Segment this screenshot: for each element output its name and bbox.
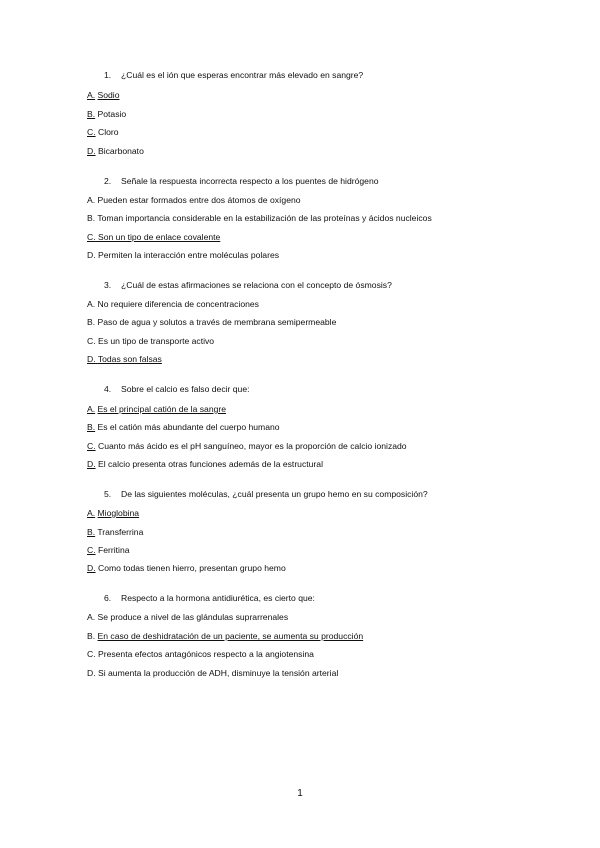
option-letter: D. [87, 354, 96, 364]
option-letter: C. [87, 336, 96, 346]
question-text: Respecto a la hormona antidiurética, es cierto que: [121, 593, 315, 603]
option-text: Presenta efectos antagónicos respecto a la angiotensina [97, 649, 314, 659]
option-text: Paso de agua y solutos a través de membrana semipermeable [97, 317, 337, 327]
question-5 [104, 489, 428, 499]
page-number: 1 [297, 788, 303, 799]
q5-option-b [87, 527, 143, 537]
q6-option-c [87, 649, 314, 659]
option-text: Pueden estar formados entre dos átomos de oxígeno [97, 195, 301, 205]
q1-option-a [87, 90, 120, 100]
option-text: Ferritina [97, 545, 130, 555]
q6-option-b [87, 631, 363, 641]
option-letter: C. [87, 441, 96, 451]
option-text: En caso de deshidratación de un paciente, se aumenta su producción [97, 631, 364, 641]
option-letter: C. [87, 127, 96, 137]
option-text: Es el principal catión de la sangre [97, 404, 227, 414]
q3-option-d [87, 354, 162, 364]
question-text: Señale la respuesta incorrecta respecto a los puentes de hidrógeno [121, 176, 379, 186]
option-letter: C. [87, 649, 96, 659]
option-text: No requiere diferencia de concentraciones [97, 299, 259, 309]
q3-option-a [87, 299, 259, 309]
question-4 [104, 384, 250, 394]
option-letter: B. [87, 422, 96, 432]
question-number: 3. [104, 280, 112, 290]
q1-option-c [87, 127, 119, 137]
option-letter: C. [87, 232, 96, 242]
q5-option-d [87, 563, 286, 573]
q5-option-a [87, 508, 139, 518]
option-text: Sodio [97, 90, 120, 100]
option-letter: D. [87, 668, 96, 678]
option-letter: B. [87, 317, 96, 327]
option-text: Si aumenta la producción de ADH, disminuye la tensión arterial [97, 668, 339, 678]
question-text: De las siguientes moléculas, ¿cuál presenta un grupo hemo en su composición? [121, 489, 428, 499]
option-letter: B. [87, 213, 96, 223]
question-3 [104, 280, 392, 290]
option-letter: A. [87, 612, 96, 622]
option-letter: D. [87, 250, 96, 260]
q1-option-d [87, 146, 144, 156]
option-text: Es el catión más abundante del cuerpo humano [97, 422, 280, 432]
option-text: Potasio [97, 109, 127, 119]
q4-option-c [87, 441, 407, 451]
option-letter: D. [87, 563, 96, 573]
question-number: 1. [104, 70, 112, 80]
option-letter: C. [87, 545, 96, 555]
q4-option-d [87, 459, 323, 469]
q2-option-a [87, 195, 301, 205]
q2-option-c [87, 232, 220, 242]
option-text: Bicarbonato [97, 146, 144, 156]
option-text: Transferrina [97, 527, 144, 537]
option-text: Mioglobina [97, 508, 140, 518]
q5-option-c [87, 545, 130, 555]
option-text: Como todas tienen hierro, presentan grupo hemo [97, 563, 286, 573]
option-letter: B. [87, 631, 96, 641]
option-letter: B. [87, 109, 96, 119]
q4-option-b [87, 422, 280, 432]
option-text: Es un tipo de transporte activo [97, 336, 215, 346]
option-text: Toman importancia considerable en la estabilización de las proteínas y ácidos nucleicos [97, 213, 432, 223]
question-number: 6. [104, 593, 112, 603]
q3-option-b [87, 317, 336, 327]
q2-option-b [87, 213, 432, 223]
option-text: Todas son falsas [97, 354, 162, 364]
question-text: ¿Cuál de estas afirmaciones se relaciona con el concepto de ósmosis? [121, 280, 392, 290]
option-letter: A. [87, 195, 96, 205]
option-text: Cloro [97, 127, 119, 137]
option-letter: A. [87, 508, 96, 518]
question-number: 5. [104, 489, 112, 499]
option-text: Cuanto más ácido es el pH sanguíneo, mayor es la proporción de calcio ionizado [97, 441, 407, 451]
option-text: Son un tipo de enlace covalente [97, 232, 221, 242]
q6-option-d [87, 668, 338, 678]
question-6 [104, 593, 315, 603]
question-2 [104, 176, 379, 186]
option-text: Permiten la interacción entre moléculas polares [97, 250, 280, 260]
option-letter: D. [87, 146, 96, 156]
option-letter: A. [87, 299, 96, 309]
option-letter: A. [87, 404, 96, 414]
question-text: Sobre el calcio es falso decir que: [121, 384, 250, 394]
option-letter: A. [87, 90, 96, 100]
q4-option-a [87, 404, 226, 414]
option-text: El calcio presenta otras funciones además de la estructural [97, 459, 323, 469]
q3-option-c [87, 336, 214, 346]
question-number: 4. [104, 384, 112, 394]
question-number: 2. [104, 176, 112, 186]
option-letter: D. [87, 459, 96, 469]
option-text: Se produce a nivel de las glándulas suprarrenales [97, 612, 289, 622]
question-text: ¿Cuál es el ión que esperas encontrar más elevado en sangre? [121, 70, 364, 80]
option-letter: B. [87, 527, 96, 537]
q6-option-a [87, 612, 288, 622]
q2-option-d [87, 250, 279, 260]
question-1 [104, 70, 363, 80]
q1-option-b [87, 109, 126, 119]
